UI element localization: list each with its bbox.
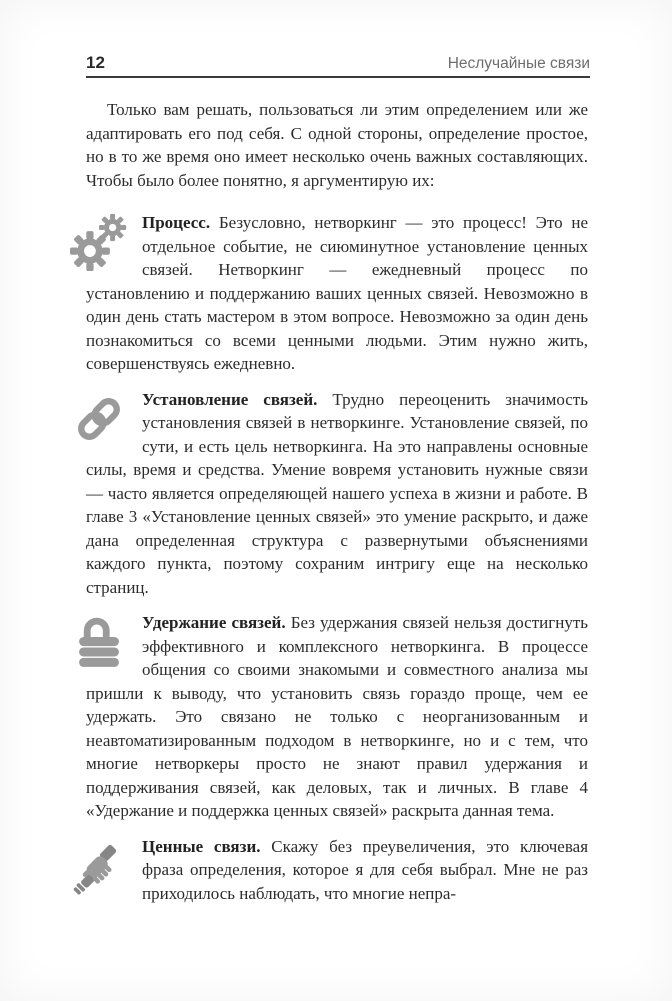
section-retention xyxy=(86,611,588,823)
page-content xyxy=(86,98,588,917)
intro-paragraph: Только вам решать, пользоваться ли этим определением или же адаптировать его под себя. С одной стороны, определение простое, но в то же время оно имеет несколько очень важных составляющих. Чтобы было более понятно, я аргументирую их: xyxy=(86,100,588,190)
section-text: Безусловно, нетворкинг — это процесс! Это не отдельное событие, не сиюминутное установление ценных связей. Нетворкинг — ежедневный процесс по установлению и поддержанию ваших ценных связей. Невозможно в один день стать мастером в этом вопросе. Невозможно за один день познакомиться со всеми ценными людьми. Этим нужно жить, совершенствуясь ежедневно. xyxy=(86,213,588,373)
section-heading: Установление связей. xyxy=(142,389,318,409)
chain-link-icon xyxy=(70,390,128,448)
section-process xyxy=(86,211,588,376)
section-heading: Процесс. xyxy=(142,213,211,232)
page-number: 12 xyxy=(86,53,105,72)
gears-icon xyxy=(70,213,128,271)
running-title: Неслучайные связи xyxy=(447,54,590,72)
page-header xyxy=(86,54,590,78)
section-valuable xyxy=(86,835,588,906)
section-text: Трудно переоценить значимость установления связей в нетворкинге. Установление связей, по сути, и есть цель нетворкинга. На это направлены основные силы, время и средства. Умение вовремя установить нужные связи — часто является определяющей нашего успеха в жизни и работе. В главе 3 «Установление ценных связей» это умение раскрыто, и даже дана определенная структура с развернутыми объяснениями каждого пункта, поэтому сохраним интригу еще на несколько страниц. xyxy=(86,389,588,597)
handshake-icon xyxy=(70,837,128,897)
section-heading: Удержание связей. xyxy=(142,613,286,632)
section-text: Без удержания связей нельзя достигнуть эффективного и комплексного нетворкинга. В процессе общения со своими знакомыми и совместного анализа мы пришли к выводу, что установить связь гораздо проще, чем ее удержать. Это связано не только с неорганизованным и неавтоматизированным подходом в нетворкинге, но и с тем, что многие нетворкеры просто не знают правил удержания и поддерживания связей, как деловых, так и личных. В главе 4 «Удержание и поддержка ценных связей» раскрыта данная тема. xyxy=(86,613,588,820)
padlock-icon xyxy=(70,613,128,671)
section-text: Скажу без преувеличения, это ключевая фраза определения, которое я для себя выбрал. Мне не раз приходилось наблюдать, что многие непра- xyxy=(142,836,589,903)
section-establishing xyxy=(86,388,588,600)
section-heading: Ценные связи. xyxy=(142,836,261,856)
